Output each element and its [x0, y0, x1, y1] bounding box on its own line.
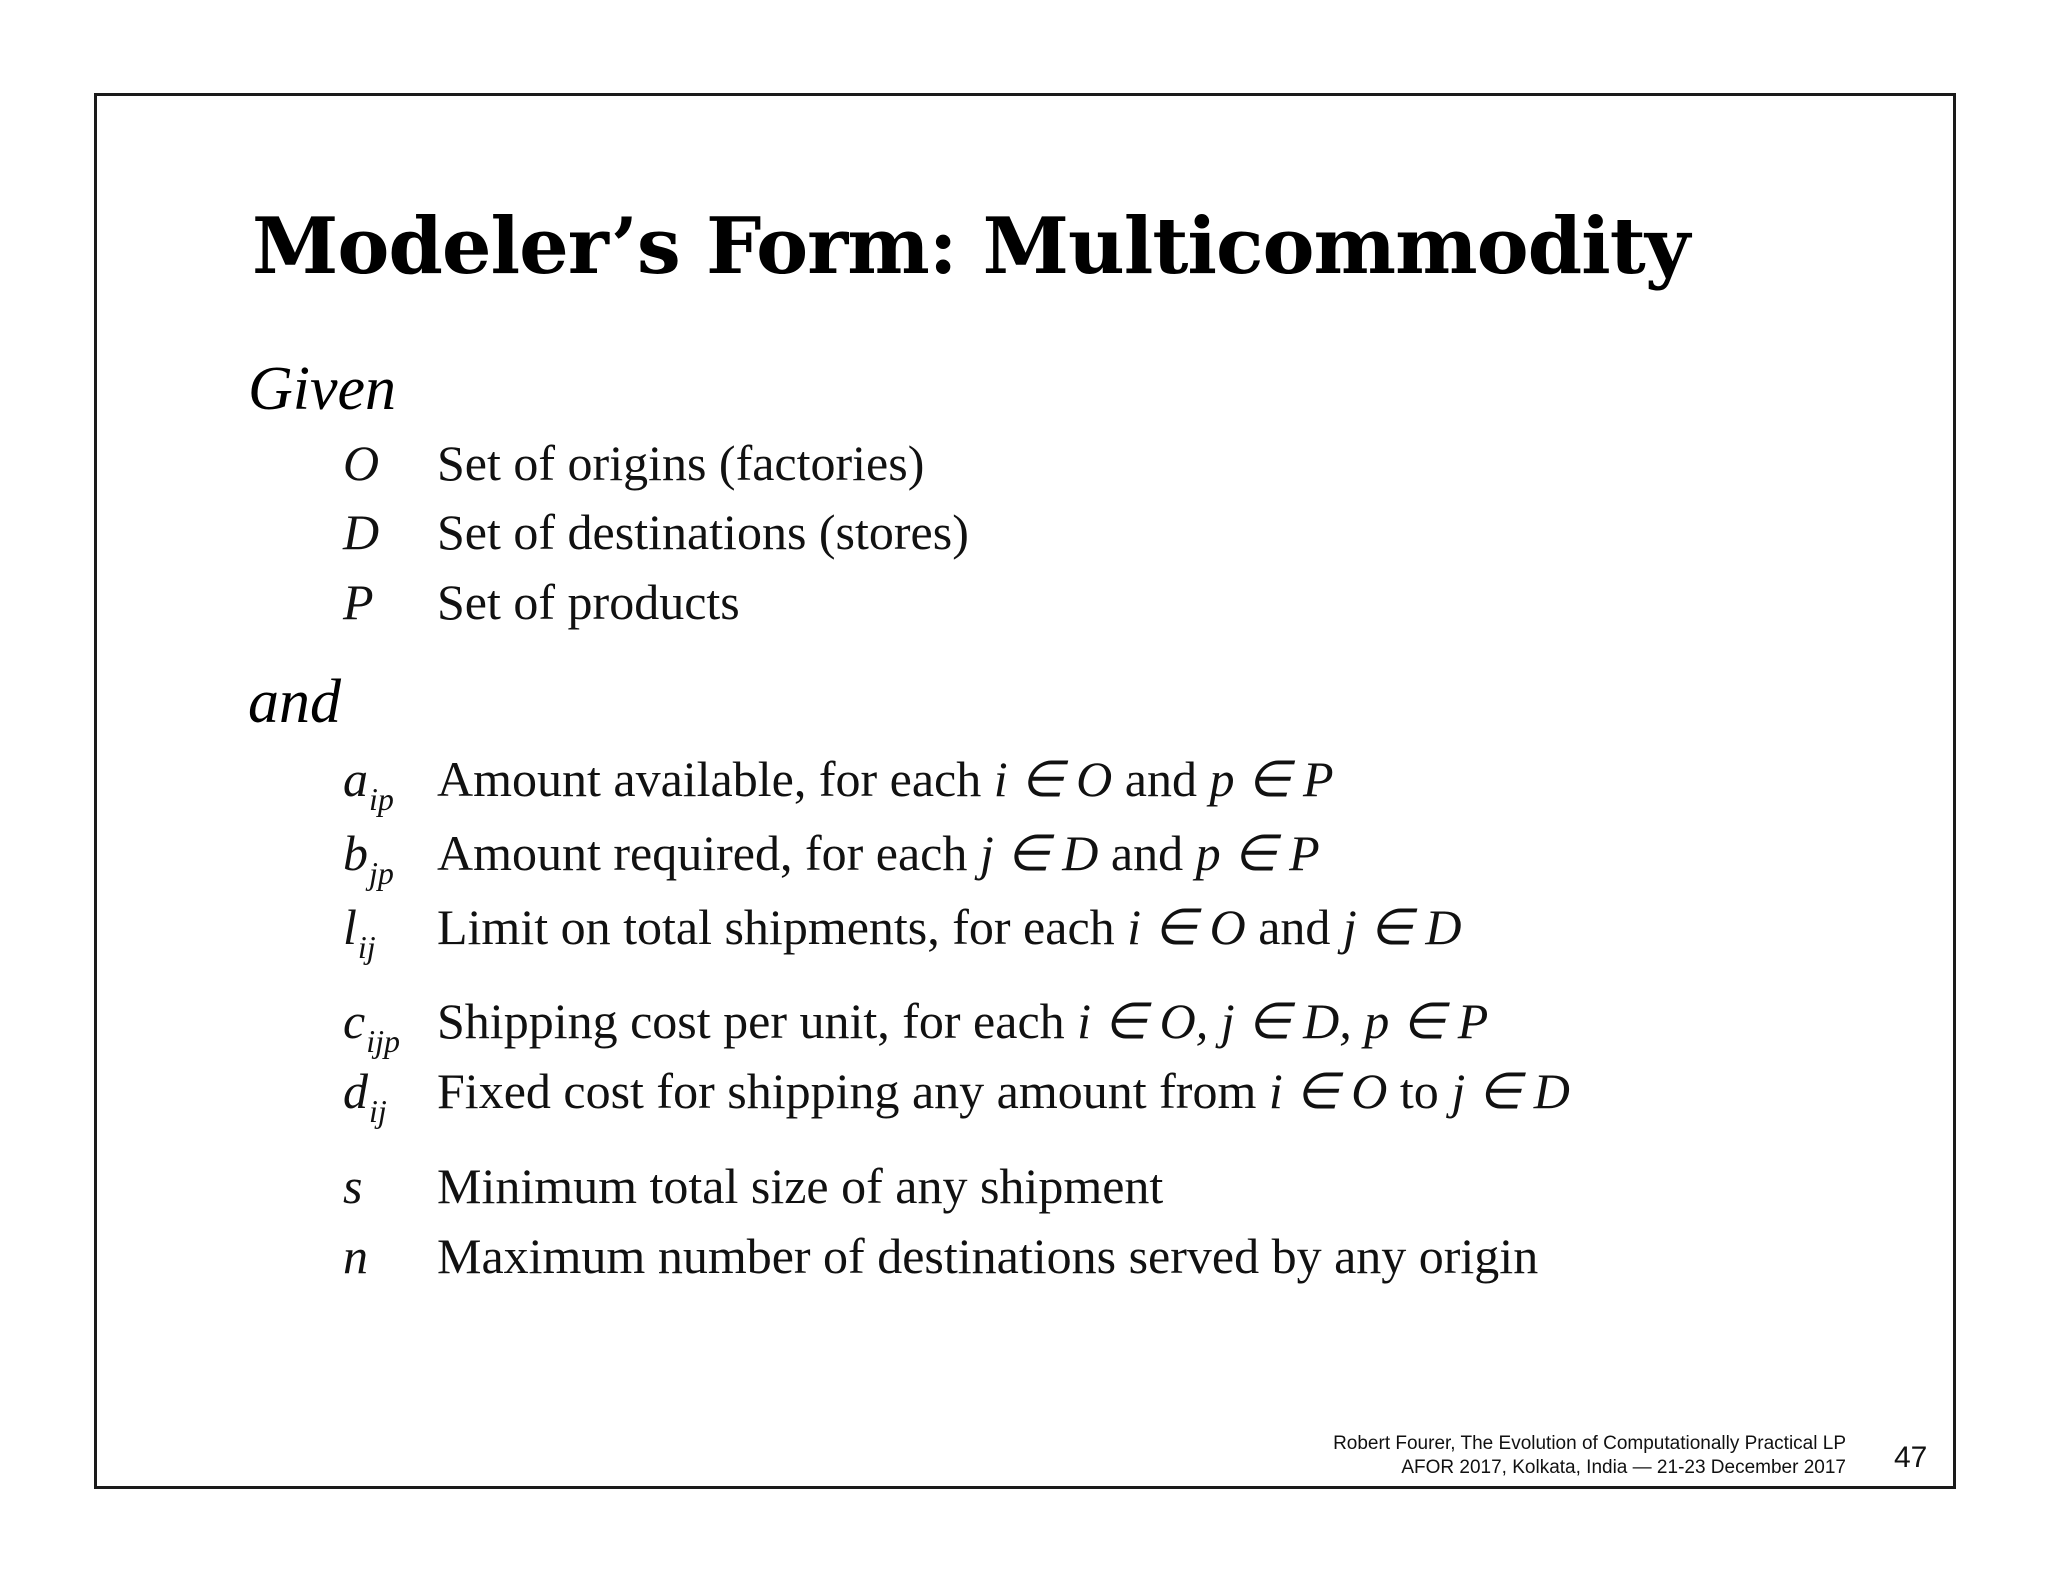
definition-row: [0, 572, 2048, 632]
symbol: [343, 1061, 387, 1127]
symbol: [343, 897, 376, 963]
definition-row: [0, 433, 2048, 493]
math-expression: i ∈ O, j ∈ D, p ∈ P: [1077, 993, 1489, 1049]
definition-row: [0, 1061, 2048, 1129]
definition-row: [0, 991, 2048, 1059]
text-fragment: and: [1245, 899, 1343, 955]
text-fragment: Limit on total shipments, for each: [437, 899, 1128, 955]
definition-text: Set of destinations (stores): [437, 504, 969, 560]
definition-text: Set of products: [437, 574, 740, 630]
symbol-letter: b: [343, 825, 368, 881]
text-fragment: Shipping cost per unit, for each: [437, 993, 1078, 1049]
symbol-letter: s: [343, 1158, 363, 1214]
symbol-letter: D: [343, 504, 380, 560]
symbol-subscript: jp: [369, 855, 394, 891]
definition-row: [0, 749, 2048, 817]
definition-text: [437, 897, 1461, 957]
symbol: [343, 823, 394, 889]
text-fragment: and: [1098, 825, 1196, 881]
symbol-letter: a: [343, 751, 368, 807]
definition-row: [0, 897, 2048, 965]
symbol-letter: n: [343, 1228, 368, 1284]
symbol-letter: c: [343, 993, 366, 1049]
page-number: 47: [1894, 1441, 1928, 1474]
symbol-letter: d: [343, 1063, 368, 1119]
definition-text: [437, 749, 1334, 809]
math-expression: i ∈ O: [993, 751, 1113, 807]
math-expression: i ∈ O: [1127, 899, 1246, 955]
text-fragment: to: [1387, 1063, 1452, 1119]
definition-text: [437, 1226, 1538, 1286]
text-fragment: Minimum total size of any shipment: [437, 1158, 1164, 1214]
definition-row: [0, 502, 2048, 562]
given-heading: Given: [248, 355, 397, 423]
and-heading: and: [248, 668, 341, 736]
symbol: [343, 991, 400, 1057]
definition-row: [0, 1226, 2048, 1286]
footer-line-2: AFOR 2017, Kolkata, India — 21-23 December 2017: [1401, 1457, 1846, 1478]
symbol: [343, 1156, 362, 1216]
symbol-subscript: ij: [369, 1093, 387, 1129]
definition-row: [0, 823, 2048, 891]
symbol: [343, 1226, 368, 1286]
footer-line-1: Robert Fourer, The Evolution of Computationally Practical LP: [1333, 1433, 1846, 1454]
math-expression: i ∈ O: [1268, 1063, 1388, 1119]
slide-title: Modeler’s Form: Multicommodity: [252, 201, 1690, 292]
symbol: [343, 749, 394, 815]
text-fragment: Amount available, for each: [437, 751, 994, 807]
symbol-subscript: ip: [369, 781, 394, 817]
math-expression: p ∈ P: [1195, 825, 1320, 881]
symbol-subscript: ij: [357, 929, 376, 965]
symbol: [343, 433, 379, 493]
definition-text: [437, 823, 1320, 883]
definition-text: [437, 991, 1488, 1051]
symbol-subscript: ijp: [366, 1023, 400, 1059]
symbol-letter: P: [343, 574, 374, 630]
text-fragment: Fixed cost for shipping any amount from: [437, 1063, 1269, 1119]
definition-text: [437, 1061, 1570, 1121]
symbol-letter: O: [343, 435, 380, 491]
footer: [1333, 1432, 1846, 1480]
definition-text: Set of origins (factories): [437, 435, 925, 491]
symbol-letter: l: [343, 899, 357, 955]
math-expression: j ∈ D: [979, 825, 1099, 881]
text-fragment: and: [1112, 751, 1210, 807]
text-fragment: Amount required, for each: [437, 825, 980, 881]
math-expression: j ∈ D: [1451, 1063, 1570, 1119]
symbol: [343, 572, 374, 632]
math-expression: p ∈ P: [1209, 751, 1334, 807]
text-fragment: Maximum number of destinations served by any origin: [437, 1228, 1539, 1284]
definition-text: [437, 1156, 1163, 1216]
definition-row: [0, 1156, 2048, 1216]
symbol: [343, 502, 379, 562]
math-expression: j ∈ D: [1342, 899, 1462, 955]
